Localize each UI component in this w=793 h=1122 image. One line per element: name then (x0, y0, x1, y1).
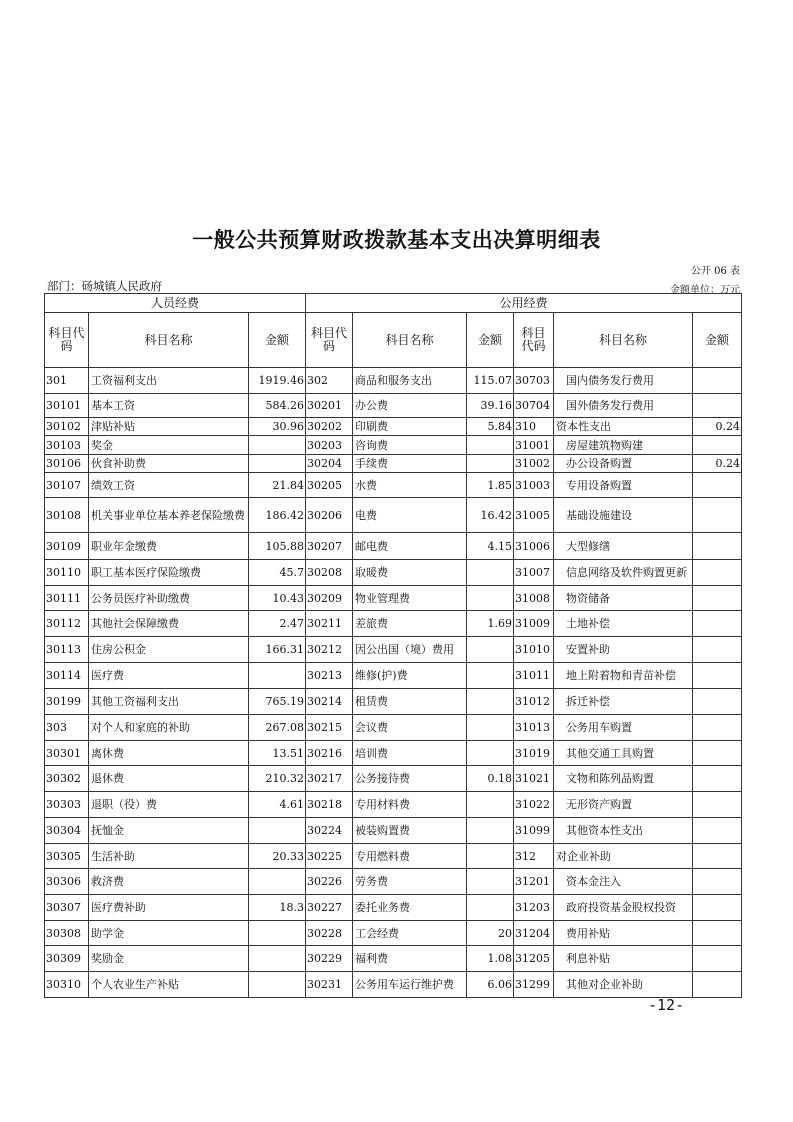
subject-name-cell: 伙食补助费 (89, 455, 249, 473)
subject-code-cell: 31010 (514, 637, 554, 663)
header-code-c: 科目代码 (514, 313, 554, 368)
subject-code-cell: 30302 (45, 766, 89, 792)
subject-name-cell: 邮电费 (353, 533, 467, 560)
header-name-a: 科目名称 (89, 313, 249, 368)
subject-name-cell: 离休费 (89, 741, 249, 766)
amount-cell (467, 663, 514, 689)
amount-cell: 1.69 (467, 611, 514, 637)
subject-code-cell: 30218 (306, 792, 353, 818)
subject-code-cell: 30101 (45, 394, 89, 418)
group-public-expenses: 公用经费 (306, 294, 742, 313)
subject-name-cell: 会议费 (353, 715, 467, 741)
subject-code-cell: 30310 (45, 972, 89, 998)
subject-code-cell: 30227 (306, 895, 353, 921)
amount-cell: 4.15 (467, 533, 514, 560)
amount-cell: 4.61 (249, 792, 306, 818)
subject-name-cell: 水费 (353, 473, 467, 498)
subject-code-cell: 30203 (306, 436, 353, 455)
amount-cell (467, 818, 514, 844)
subject-name-cell: 医疗费补助 (89, 895, 249, 921)
header-code-a: 科目代码 (45, 313, 89, 368)
table-row (45, 921, 742, 946)
table-row (45, 560, 742, 586)
subject-name-cell: 培训费 (353, 741, 467, 766)
subject-name-cell: 物业管理费 (353, 586, 467, 611)
table-row (45, 498, 742, 533)
subject-code-cell: 31005 (514, 498, 554, 533)
subject-code-cell: 30703 (514, 368, 554, 394)
table-row (45, 418, 742, 436)
amount-cell: 13.51 (249, 741, 306, 766)
subject-name-cell: 助学金 (89, 921, 249, 946)
amount-cell: 18.3 (249, 895, 306, 921)
amount-cell (693, 946, 742, 972)
subject-code-cell: 30208 (306, 560, 353, 586)
subject-name-cell: 资本性支出 (554, 418, 693, 436)
header-amount-a: 金额 (249, 313, 306, 368)
subject-name-cell: 公务用车运行维护费 (353, 972, 467, 998)
amount-cell (693, 436, 742, 455)
subject-name-cell: 被装购置费 (353, 818, 467, 844)
subject-code-cell: 30224 (306, 818, 353, 844)
subject-code-cell: 30216 (306, 741, 353, 766)
subject-code-cell: 30206 (306, 498, 353, 533)
amount-cell (249, 818, 306, 844)
subject-name-cell: 其他交通工具购置 (554, 741, 693, 766)
subject-code-cell: 30207 (306, 533, 353, 560)
subject-code-cell: 30212 (306, 637, 353, 663)
amount-cell (249, 946, 306, 972)
amount-cell: 2.47 (249, 611, 306, 637)
amount-cell (693, 766, 742, 792)
amount-cell: 210.32 (249, 766, 306, 792)
amount-cell: 6.06 (467, 972, 514, 998)
subject-code-cell: 31019 (514, 741, 554, 766)
subject-name-cell: 办公费 (353, 394, 467, 418)
amount-cell (693, 972, 742, 998)
subject-code-cell: 30211 (306, 611, 353, 637)
subject-name-cell: 土地补偿 (554, 611, 693, 637)
subject-name-cell: 房屋建筑物购建 (554, 436, 693, 455)
table-row (45, 946, 742, 972)
amount-cell: 765.19 (249, 689, 306, 715)
subject-name-cell: 文物和陈列品购置 (554, 766, 693, 792)
amount-cell (693, 394, 742, 418)
subject-name-cell: 奖励金 (89, 946, 249, 972)
subject-name-cell: 费用补贴 (554, 921, 693, 946)
amount-cell: 20 (467, 921, 514, 946)
amount-cell (693, 844, 742, 869)
subject-name-cell: 咨询费 (353, 436, 467, 455)
subject-name-cell: 对个人和家庭的补助 (89, 715, 249, 741)
table-row (45, 368, 742, 394)
table-row (45, 869, 742, 895)
subject-name-cell: 取暖费 (353, 560, 467, 586)
subject-code-cell: 30106 (45, 455, 89, 473)
subject-code-cell: 30305 (45, 844, 89, 869)
amount-cell (467, 792, 514, 818)
header-code-b: 科目代码 (306, 313, 353, 368)
subject-name-cell: 个人农业生产补贴 (89, 972, 249, 998)
subject-name-cell: 资本金注入 (554, 869, 693, 895)
subject-code-cell: 30113 (45, 637, 89, 663)
document-title: 一般公共预算财政拨款基本支出决算明细表 (192, 228, 601, 252)
subject-code-cell: 30303 (45, 792, 89, 818)
subject-code-cell: 30226 (306, 869, 353, 895)
subject-name-cell: 基础设施建设 (554, 498, 693, 533)
subject-code-cell: 31006 (514, 533, 554, 560)
subject-code-cell: 30308 (45, 921, 89, 946)
amount-cell: 0.18 (467, 766, 514, 792)
subject-name-cell: 印刷费 (353, 418, 467, 436)
amount-cell: 10.43 (249, 586, 306, 611)
subject-code-cell: 30199 (45, 689, 89, 715)
subject-code-cell: 31013 (514, 715, 554, 741)
amount-cell (693, 611, 742, 637)
subject-name-cell: 公务员医疗补助缴费 (89, 586, 249, 611)
amount-cell: 115.07 (467, 368, 514, 394)
subject-name-cell: 拆迁补偿 (554, 689, 693, 715)
amount-cell (693, 368, 742, 394)
subject-name-cell: 商品和服务支出 (353, 368, 467, 394)
subject-code-cell: 31012 (514, 689, 554, 715)
amount-cell (467, 586, 514, 611)
subject-code-cell: 30111 (45, 586, 89, 611)
subject-name-cell: 职工基本医疗保险缴费 (89, 560, 249, 586)
subject-code-cell: 31099 (514, 818, 554, 844)
subject-name-cell: 基本工资 (89, 394, 249, 418)
subject-code-cell: 30307 (45, 895, 89, 921)
table-row (45, 637, 742, 663)
table-row (45, 844, 742, 869)
subject-code-cell: 30229 (306, 946, 353, 972)
amount-cell: 0.24 (693, 418, 742, 436)
amount-cell: 1.85 (467, 473, 514, 498)
subject-name-cell: 公务接待费 (353, 766, 467, 792)
amount-cell: 1919.46 (249, 368, 306, 394)
amount-cell (249, 436, 306, 455)
amount-cell: 5.84 (467, 418, 514, 436)
subject-code-cell: 30209 (306, 586, 353, 611)
header-amount-b: 金额 (467, 313, 514, 368)
expenditure-detail-table (44, 293, 742, 998)
amount-cell (693, 473, 742, 498)
table-row (45, 715, 742, 741)
subject-code-cell: 30215 (306, 715, 353, 741)
subject-code-cell: 30114 (45, 663, 89, 689)
page-number: -12- (648, 996, 685, 1014)
amount-cell (693, 637, 742, 663)
subject-name-cell: 绩效工资 (89, 473, 249, 498)
amount-cell (693, 715, 742, 741)
amount-cell (693, 689, 742, 715)
subject-code-cell: 30102 (45, 418, 89, 436)
amount-cell: 30.96 (249, 418, 306, 436)
subject-name-cell: 因公出国（境）费用 (353, 637, 467, 663)
subject-code-cell: 303 (45, 715, 89, 741)
subject-name-cell: 维修(护)费 (353, 663, 467, 689)
subject-code-cell: 30704 (514, 394, 554, 418)
amount-cell: 20.33 (249, 844, 306, 869)
subject-code-cell: 30214 (306, 689, 353, 715)
table-row (45, 689, 742, 715)
subject-code-cell: 30103 (45, 436, 89, 455)
subject-code-cell: 30301 (45, 741, 89, 766)
subject-code-cell: 31203 (514, 895, 554, 921)
subject-code-cell: 30306 (45, 869, 89, 895)
amount-cell (467, 741, 514, 766)
amount-cell (467, 869, 514, 895)
subject-code-cell: 310 (514, 418, 554, 436)
amount-cell: 45.7 (249, 560, 306, 586)
table-row (45, 533, 742, 560)
subject-code-cell: 30110 (45, 560, 89, 586)
amount-cell: 1.08 (467, 946, 514, 972)
amount-cell (693, 818, 742, 844)
column-header-row (45, 313, 742, 368)
subject-code-cell: 30309 (45, 946, 89, 972)
amount-cell: 39.16 (467, 394, 514, 418)
subject-code-cell: 30108 (45, 498, 89, 533)
subject-name-cell: 津贴补贴 (89, 418, 249, 436)
amount-cell: 186.42 (249, 498, 306, 533)
subject-name-cell: 其他资本性支出 (554, 818, 693, 844)
amount-cell (249, 869, 306, 895)
subject-code-cell: 30205 (306, 473, 353, 498)
table-row (45, 436, 742, 455)
group-personnel-expenses: 人员经费 (45, 294, 306, 313)
subject-code-cell: 31002 (514, 455, 554, 473)
amount-cell (693, 741, 742, 766)
subject-name-cell: 劳务费 (353, 869, 467, 895)
subject-name-cell: 工会经费 (353, 921, 467, 946)
subject-code-cell: 30225 (306, 844, 353, 869)
amount-cell: 584.26 (249, 394, 306, 418)
subject-code-cell: 31009 (514, 611, 554, 637)
amount-cell (693, 586, 742, 611)
subject-code-cell: 30213 (306, 663, 353, 689)
subject-name-cell: 安置补助 (554, 637, 693, 663)
subject-name-cell: 国内债务发行费用 (554, 368, 693, 394)
amount-cell (693, 498, 742, 533)
table-row (45, 473, 742, 498)
amount-cell: 267.08 (249, 715, 306, 741)
subject-name-cell: 大型修缮 (554, 533, 693, 560)
amount-cell (249, 663, 306, 689)
subject-code-cell: 30107 (45, 473, 89, 498)
subject-code-cell: 31007 (514, 560, 554, 586)
amount-cell: 21.84 (249, 473, 306, 498)
subject-name-cell: 其他社会保障缴费 (89, 611, 249, 637)
table-row (45, 766, 742, 792)
amount-cell (249, 455, 306, 473)
amount-cell (693, 869, 742, 895)
amount-cell (693, 895, 742, 921)
subject-code-cell: 312 (514, 844, 554, 869)
subject-name-cell: 无形资产购置 (554, 792, 693, 818)
table-row (45, 663, 742, 689)
subject-code-cell: 30231 (306, 972, 353, 998)
subject-name-cell: 工资福利支出 (89, 368, 249, 394)
subject-code-cell: 30217 (306, 766, 353, 792)
subject-code-cell: 31011 (514, 663, 554, 689)
table-row (45, 611, 742, 637)
amount-cell (693, 663, 742, 689)
subject-code-cell: 31021 (514, 766, 554, 792)
table-row (45, 455, 742, 473)
amount-cell (467, 560, 514, 586)
table-body (45, 368, 742, 998)
subject-code-cell: 302 (306, 368, 353, 394)
table-row (45, 818, 742, 844)
table-row (45, 895, 742, 921)
subject-name-cell: 物资储备 (554, 586, 693, 611)
amount-cell (249, 921, 306, 946)
subject-code-cell: 30204 (306, 455, 353, 473)
header-name-c: 科目名称 (554, 313, 693, 368)
amount-unit-label: 金额单位：万元 (670, 285, 740, 296)
amount-cell: 166.31 (249, 637, 306, 663)
subject-name-cell: 机关事业单位基本养老保险缴费 (89, 498, 249, 533)
subject-code-cell: 301 (45, 368, 89, 394)
amount-cell (467, 436, 514, 455)
subject-code-cell: 31008 (514, 586, 554, 611)
subject-name-cell: 职业年金缴费 (89, 533, 249, 560)
amount-cell (467, 715, 514, 741)
amount-cell (693, 921, 742, 946)
subject-name-cell: 专用材料费 (353, 792, 467, 818)
subject-name-cell: 专用燃料费 (353, 844, 467, 869)
amount-cell (467, 844, 514, 869)
subject-name-cell: 地上附着物和青苗补偿 (554, 663, 693, 689)
amount-cell (693, 792, 742, 818)
header-amount-c: 金额 (693, 313, 742, 368)
subject-name-cell: 奖金 (89, 436, 249, 455)
subject-name-cell: 手续费 (353, 455, 467, 473)
department-label: 部门：砀城镇人民政府 (47, 279, 162, 293)
subject-code-cell: 31003 (514, 473, 554, 498)
subject-code-cell: 31299 (514, 972, 554, 998)
amount-cell (467, 895, 514, 921)
amount-cell (467, 689, 514, 715)
amount-cell (249, 972, 306, 998)
amount-cell: 0.24 (693, 455, 742, 473)
table-row (45, 741, 742, 766)
subject-name-cell: 住房公积金 (89, 637, 249, 663)
subject-code-cell: 31205 (514, 946, 554, 972)
amount-cell: 16.42 (467, 498, 514, 533)
subject-name-cell: 办公设备购置 (554, 455, 693, 473)
group-header-row (45, 294, 742, 313)
subject-name-cell: 其他工资福利支出 (89, 689, 249, 715)
subject-name-cell: 抚恤金 (89, 818, 249, 844)
subject-name-cell: 国外债务发行费用 (554, 394, 693, 418)
subject-name-cell: 医疗费 (89, 663, 249, 689)
subject-code-cell: 30304 (45, 818, 89, 844)
subject-name-cell: 利息补贴 (554, 946, 693, 972)
subject-name-cell: 差旅费 (353, 611, 467, 637)
amount-cell: 105.88 (249, 533, 306, 560)
amount-cell (467, 637, 514, 663)
subject-name-cell: 生活补助 (89, 844, 249, 869)
subject-code-cell: 31204 (514, 921, 554, 946)
subject-code-cell: 30109 (45, 533, 89, 560)
subject-code-cell: 31201 (514, 869, 554, 895)
amount-cell (693, 560, 742, 586)
subject-code-cell: 31022 (514, 792, 554, 818)
subject-name-cell: 公务用车购置 (554, 715, 693, 741)
subject-name-cell: 租赁费 (353, 689, 467, 715)
amount-cell (467, 455, 514, 473)
subject-name-cell: 福利费 (353, 946, 467, 972)
subject-code-cell: 30202 (306, 418, 353, 436)
header-name-b: 科目名称 (353, 313, 467, 368)
subject-name-cell: 救济费 (89, 869, 249, 895)
form-number: 公开 06 表 (690, 266, 740, 277)
amount-cell (693, 533, 742, 560)
subject-name-cell: 专用设备购置 (554, 473, 693, 498)
table-row (45, 792, 742, 818)
subject-name-cell: 政府投资基金股权投资 (554, 895, 693, 921)
table-row (45, 586, 742, 611)
subject-name-cell: 其他对企业补助 (554, 972, 693, 998)
subject-name-cell: 退职（役）费 (89, 792, 249, 818)
table-row (45, 972, 742, 998)
subject-name-cell: 对企业补助 (554, 844, 693, 869)
table-row (45, 394, 742, 418)
subject-name-cell: 委托业务费 (353, 895, 467, 921)
subject-name-cell: 电费 (353, 498, 467, 533)
subject-name-cell: 退休费 (89, 766, 249, 792)
subject-name-cell: 信息网络及软件购置更新 (554, 560, 693, 586)
subject-code-cell: 30228 (306, 921, 353, 946)
subject-code-cell: 30201 (306, 394, 353, 418)
subject-code-cell: 30112 (45, 611, 89, 637)
subject-code-cell: 31001 (514, 436, 554, 455)
